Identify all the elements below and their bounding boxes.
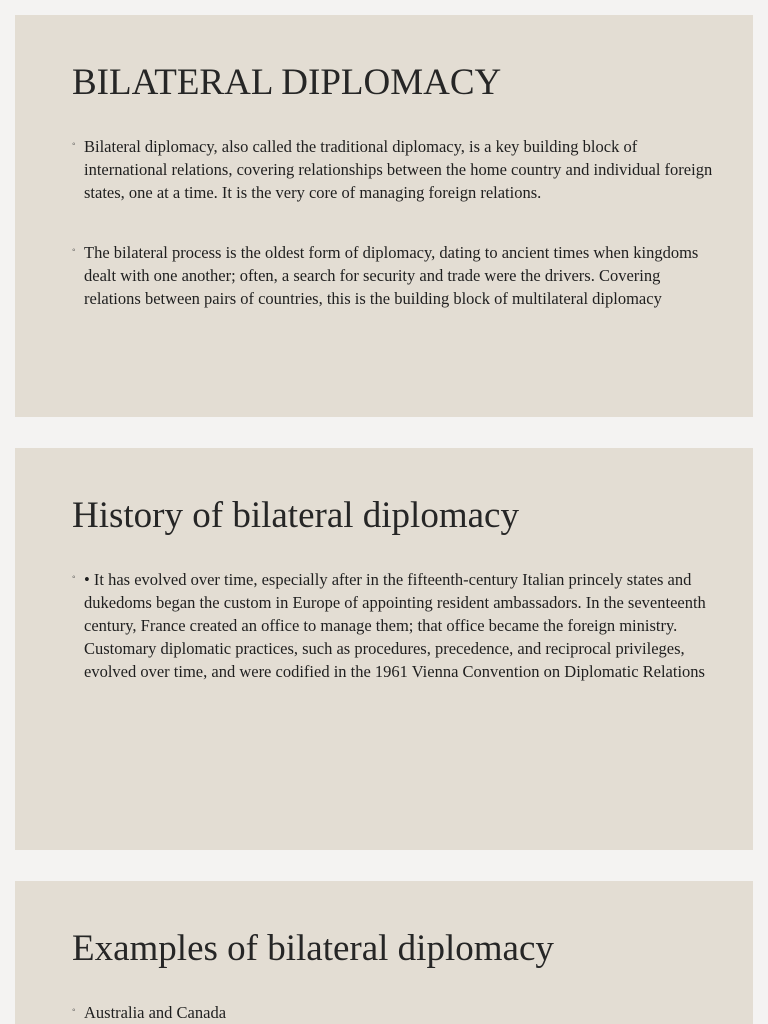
bullet-text: The bilateral process is the oldest form of diplomacy, dating to ancient times when kingdoms dealt with one another; often, a search for security and trade were the drivers. Covering relations between pairs of countries, this is the building block of multilateral diplomacy — [84, 243, 699, 308]
hollow-circle-bullet-icon: ◦ — [72, 572, 76, 583]
slide-examples-of-bilateral-diplomacy — [15, 881, 753, 1024]
list-item — [72, 241, 713, 310]
bullet-list — [72, 1001, 713, 1024]
slide-history-of-bilateral-diplomacy — [15, 448, 753, 850]
list-item — [72, 135, 713, 204]
hollow-circle-bullet-icon: ◦ — [72, 245, 76, 256]
list-item — [72, 568, 713, 683]
bullet-text: • It has evolved over time, especially after in the fifteenth-century Italian princely states and dukedoms began the custom in Europe of appointing resident ambassadors. In the seventeenth century, France created an office to manage them; that office became the foreign ministry. Customary diplomatic practices, such as procedures, precedence, and reciprocal privileges, evolved over time, and were codified in the 1961 Vienna Convention on Diplomatic Relations — [84, 570, 706, 681]
list-item — [72, 1001, 713, 1024]
hollow-circle-bullet-icon: ◦ — [72, 1005, 76, 1016]
slide-title: Examples of bilateral diplomacy — [72, 928, 554, 969]
slide-bilateral-diplomacy — [15, 15, 753, 417]
hollow-circle-bullet-icon: ◦ — [72, 139, 76, 150]
slide-title: BILATERAL DIPLOMACY — [72, 62, 502, 103]
bullet-list — [72, 568, 713, 683]
slide-title: History of bilateral diplomacy — [72, 495, 519, 536]
bullet-list — [72, 135, 713, 310]
bullet-text: Bilateral diplomacy, also called the traditional diplomacy, is a key building block of international relations, covering relationships between the home country and individual foreign states, one at a time. It is the very core of managing foreign relations. — [84, 137, 713, 202]
bullet-text: Australia and Canada — [84, 1003, 227, 1022]
